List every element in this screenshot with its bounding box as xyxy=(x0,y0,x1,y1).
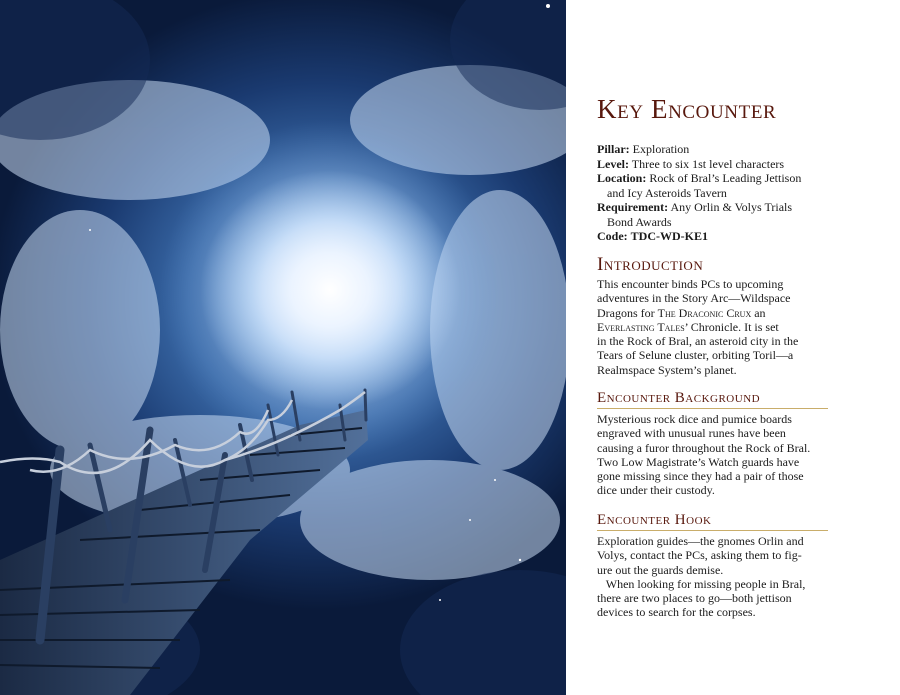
introduction-heading: Introduction xyxy=(597,254,704,275)
meta-location-cont: and Icy Asteroids Tavern xyxy=(607,185,727,200)
meta-requirement-cont: Bond Awards xyxy=(607,214,672,229)
background-text: Mysterious rock dice and pumice boards engraved with unusual runes have been causing a furor throughout the Rock of Bral. Two Low Magistrate’s Watch guards have gone missing since they had a pair of those dice under their custody. xyxy=(597,412,811,498)
hook-heading: Encounter Hook xyxy=(597,511,828,531)
meta-level: Level: Three to six 1st level characters xyxy=(597,156,785,171)
encounter-meta xyxy=(597,142,837,244)
meta-code: Code: TDC-WD-KE1 xyxy=(597,229,709,243)
background-heading: Encounter Background xyxy=(597,389,828,409)
hook-text: Exploration guides—the gnomes Orlin and Volys, contact the PCs, asking them to fig- ure out the guards demise. When looking for missing people in Bral, there are two places to go—both jettison devices to search for the corpses. xyxy=(597,534,806,620)
page-title: Key Encounter xyxy=(597,94,777,124)
introduction-text: This encounter binds PCs to upcoming adventures in the Story Arc—Wildspace Dragons for The Draconic Crux an Everlasting Tales’ Chronicle. It is set in the Rock of Bral, an asteroid city in the Tears of Selune cluster, orbiting Toril—a Realmspace System’s planet. xyxy=(597,277,799,377)
light-glow xyxy=(160,120,500,460)
meta-pillar: Pillar: Exploration xyxy=(597,142,690,156)
meta-requirement: Requirement: Any Orlin & Volys Trials xyxy=(597,200,793,214)
meta-location: Location: Rock of Bral’s Leading Jettison xyxy=(597,171,802,185)
